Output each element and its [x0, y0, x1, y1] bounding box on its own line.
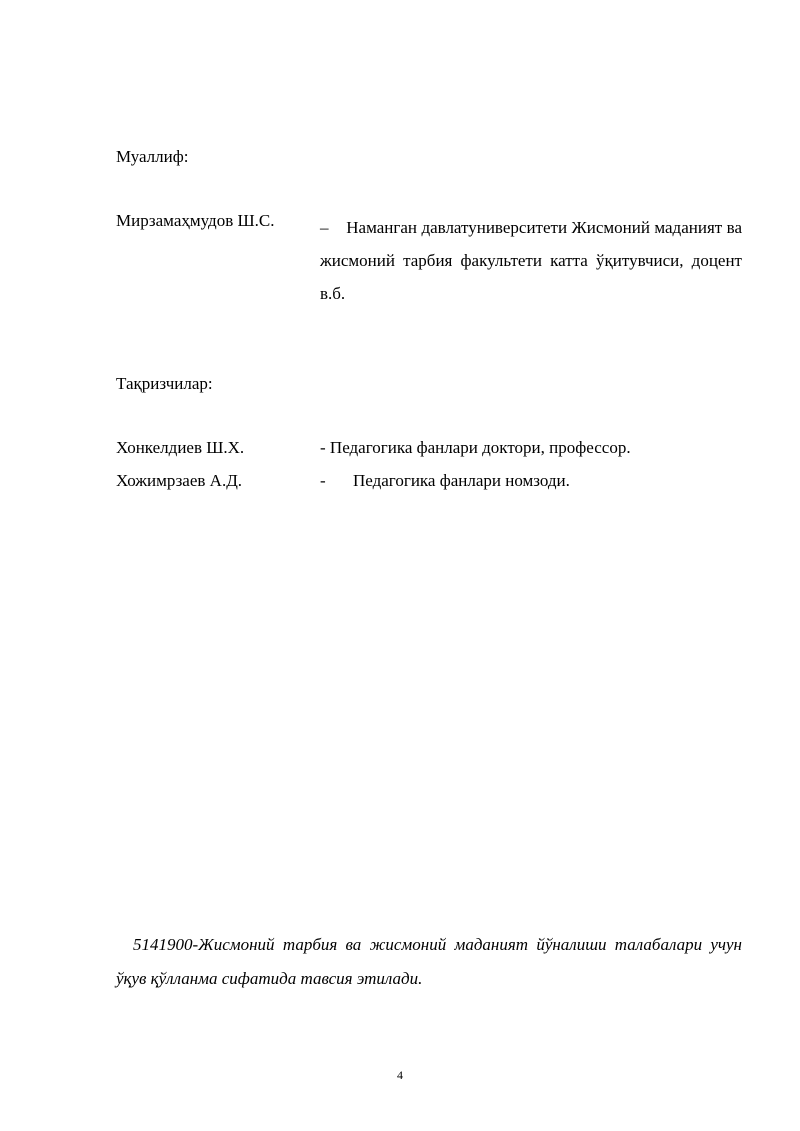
recommendation-note: 5141900-Жисмоний тарбия ва жисмоний маданият йўналиши талабалари учун ўқув қўлланма сифатида тавсия этилади.	[116, 935, 742, 988]
author-heading: Муаллиф:	[116, 147, 189, 166]
page-number: 4	[397, 1068, 403, 1082]
reviewer-dash: -	[320, 471, 326, 490]
reviewer-name: Хонкелдиев Ш.Х.	[116, 438, 245, 457]
author-description: – Наманган давлатуниверситети Жисмоний маданият ва жисмоний тарбия факультети катта ўқитувчиси, доцент в.б.	[320, 218, 742, 303]
reviewer-role: - Педагогика фанлари доктори, профессор.	[320, 438, 631, 457]
reviewers-heading: Тақризчилар:	[116, 374, 213, 393]
reviewer-name: Хожимрзаев А.Д.	[116, 471, 243, 490]
reviewer-role: Педагогика фанлари номзоди.	[353, 471, 570, 490]
author-name: Мирзамаҳмудов Ш.С.	[116, 211, 275, 230]
